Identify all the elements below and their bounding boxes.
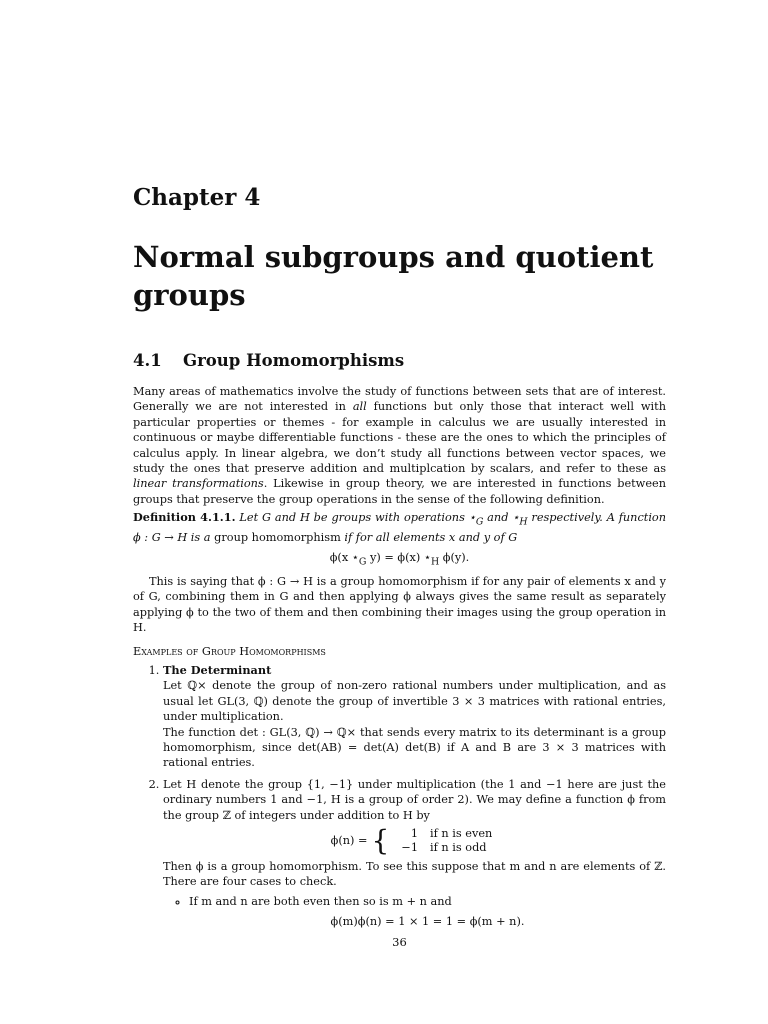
definition-text-4: if for all elements x and y of G	[340, 530, 518, 544]
equation-sub-g: G	[358, 556, 367, 568]
equation-part-a: ϕ(x ⋆	[329, 551, 359, 565]
examples-list	[133, 663, 666, 930]
equation-part-c: ϕ(y).	[439, 551, 470, 565]
case-condition: if n is even	[430, 827, 493, 841]
equation-part-b: y) = ϕ(x) ⋆	[366, 551, 431, 565]
intro-text-3: . Likewise in group theory, we are interested in functions between groups that preserve the group operations in the sense of the following definition.	[133, 477, 666, 506]
intro-emphasis-linear: linear transformations	[133, 477, 264, 491]
equation-sub-h: H	[430, 556, 440, 568]
chapter-label: Chapter 4	[133, 184, 261, 211]
definition-text-3: respectively. A function ϕ : G → H is a	[133, 511, 667, 544]
example-1-paragraph-2: The function det : GL(3, ℚ) → ℚ× that sends every matrix to its determinant is a group homomorphism, since det(AB) = det(A) det(B) if A and B are 3 × 3 matrices with rational entries.	[163, 725, 666, 770]
piecewise-cases	[395, 827, 498, 855]
section-number: 4.1	[133, 351, 162, 370]
homomorphism-equation	[133, 550, 666, 570]
definition-term: group homomorphism	[214, 530, 341, 544]
intro-text-2: functions but only those that interact well with particular properties or themes - for example in calculus we are usually interested in continuous or maybe differentiable functions - these are the ones to which the principles of calculus apply. In linear algebra, we don’t study all functions between vector spaces, we study the ones that preserve addition and multiplcation by scalars, and refer to these as	[133, 400, 666, 476]
case-condition: if n is odd	[430, 841, 487, 855]
case-value: 1	[410, 827, 419, 841]
body-text	[133, 384, 666, 936]
bullet-text: If m and n are both even then so is m + n and	[189, 894, 452, 908]
case-row	[395, 841, 498, 855]
intro-emphasis-all: all	[352, 400, 367, 414]
definition-text-1: Let G and H be groups with operations ⋆	[235, 511, 476, 525]
section-heading	[133, 351, 404, 370]
intro-paragraph	[133, 384, 666, 507]
explanation-paragraph: This is saying that ϕ : G → H is a group homomorphism if for any pair of elements x and y of G, combining them in G and then applying ϕ always gives the same result as separately applying ϕ to the two of them and then combining their images using the group operation in H.	[133, 574, 666, 635]
example-parity	[163, 777, 666, 930]
definition-4-1-1	[133, 510, 666, 545]
page-number: 36	[392, 935, 407, 949]
example-2-paragraph-1: 2. Let H denote the group {1, −1} under multiplication (the 1 and −1 here are just the ordinary numbers 1 and −1, H is a group of order 2). We may define a function ϕ from the group ℤ of integers under addition to H by	[163, 777, 666, 822]
cases-list	[163, 894, 666, 930]
even-case-equation: ϕ(m)ϕ(n) = 1 × 1 = 1 = ϕ(m + n).	[330, 915, 525, 929]
definition-sub-h: H	[519, 516, 528, 528]
definition-text-2: and ⋆	[483, 511, 520, 525]
example-2-paragraph-2: Then ϕ is a group homomorphism. To see this suppose that m and n are elements of ℤ. There are four cases to check.	[163, 860, 666, 889]
section-title: Group Homomorphisms	[183, 351, 405, 370]
example-1-heading: 1. The Determinant	[163, 663, 272, 677]
case-value: −1	[401, 841, 419, 855]
piecewise-definition	[163, 824, 666, 858]
intro-text-1: Many areas of mathematics involve the study of functions between sets that are of interest. Generally we are not interested in	[133, 385, 666, 414]
example-determinant	[163, 663, 666, 771]
piecewise-lhs: ϕ(n) =	[330, 834, 368, 848]
case-bullet	[189, 894, 666, 930]
example-1-paragraph-1: Let ℚ× denote the group of non-zero rational numbers under multiplication, and as usual let GL(3, ℚ) denote the group of invertible 3 × 3 matrices with rational entries, under multiplication.	[163, 679, 666, 724]
examples-heading: Examples of Group Homomorphisms	[133, 644, 326, 658]
definition-head: Definition 4.1.1.	[133, 510, 236, 525]
case-row	[395, 827, 498, 841]
definition-sub-g: G	[475, 516, 484, 528]
left-brace: {	[371, 824, 390, 858]
chapter-title: Normal subgroups and quotient groups	[133, 240, 654, 312]
